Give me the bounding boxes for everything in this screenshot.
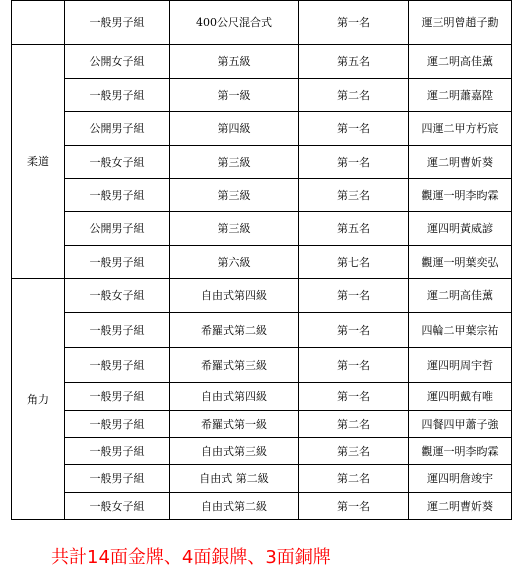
rank-cell: 第一名 [299, 112, 409, 146]
rank-cell: 第一名 [299, 493, 409, 520]
event-cell: 自由式 第二級 [170, 465, 299, 493]
group-cell: 一般男子組 [65, 179, 170, 212]
table-row [12, 45, 512, 79]
rank-cell: 第一名 [299, 146, 409, 179]
table-row [12, 313, 512, 348]
table-row [12, 212, 512, 246]
event-cell: 第一級 [170, 79, 299, 112]
rank-cell: 第五名 [299, 212, 409, 246]
rank-cell: 第一名 [299, 383, 409, 411]
event-cell: 第三級 [170, 146, 299, 179]
group-cell: 一般男子組 [65, 465, 170, 493]
group-cell: 公開男子組 [65, 112, 170, 146]
rank-cell: 第三名 [299, 438, 409, 465]
rank-cell: 第一名 [299, 313, 409, 348]
team-cell: 四運二甲方朽宸 [409, 112, 512, 146]
results-sheet [11, 0, 511, 520]
event-cell: 第三級 [170, 179, 299, 212]
team-cell: 觀運一明葉奕弘 [409, 246, 512, 279]
team-cell: 四餐四甲蕭子強 [409, 411, 512, 438]
rank-cell: 第五名 [299, 45, 409, 79]
table-row [12, 179, 512, 212]
rank-cell: 第二名 [299, 79, 409, 112]
group-cell: 一般男子組 [65, 438, 170, 465]
team-cell: 運四明周宇哲 [409, 348, 512, 383]
team-cell: 運二明高佳薰 [409, 279, 512, 313]
group-cell: 一般女子組 [65, 146, 170, 179]
team-cell: 運四明戴有唯 [409, 383, 512, 411]
team-cell: 運四明黃威諺 [409, 212, 512, 246]
group-cell: 一般男子組 [65, 348, 170, 383]
rank-cell: 第三名 [299, 179, 409, 212]
rank-cell: 第七名 [299, 246, 409, 279]
event-cell: 自由式第三級 [170, 438, 299, 465]
group-cell: 一般男子組 [65, 79, 170, 112]
group-cell: 公開男子組 [65, 212, 170, 246]
team-cell: 運二明曹妡葵 [409, 146, 512, 179]
sport-cell: 柔道 [12, 45, 65, 279]
team-cell: 運二明蕭嘉陞 [409, 79, 512, 112]
team-cell: 觀運一明李昀霖 [409, 179, 512, 212]
table-row [12, 146, 512, 179]
group-cell: 一般男子組 [65, 313, 170, 348]
rank-cell: 第一名 [299, 279, 409, 313]
event-cell: 自由式第四級 [170, 279, 299, 313]
event-cell: 希羅式第二級 [170, 313, 299, 348]
rank-cell: 第一名 [299, 348, 409, 383]
event-cell: 第六級 [170, 246, 299, 279]
table-row [12, 348, 512, 383]
table-row [12, 112, 512, 146]
event-cell: 希羅式第一級 [170, 411, 299, 438]
event-cell: 自由式第四級 [170, 383, 299, 411]
rank-cell: 第一名 [299, 1, 409, 45]
medal-results-table [11, 0, 512, 520]
group-cell: 一般男子組 [65, 246, 170, 279]
team-cell: 四輪二甲葉宗祐 [409, 313, 512, 348]
sport-cell [12, 1, 65, 45]
team-cell: 運二明曹妡葵 [409, 493, 512, 520]
table-body [12, 1, 512, 520]
table-row [12, 465, 512, 493]
event-cell: 自由式第二級 [170, 493, 299, 520]
table-row [12, 279, 512, 313]
table-row [12, 79, 512, 112]
group-cell: 一般男子組 [65, 383, 170, 411]
table-row [12, 246, 512, 279]
event-cell: 第四級 [170, 112, 299, 146]
team-cell: 運三明曾趙子勳 [409, 1, 512, 45]
medal-summary: 共計14面金牌、4面銀牌、3面銅牌 [51, 547, 331, 568]
event-cell: 第三級 [170, 212, 299, 246]
table-row [12, 438, 512, 465]
rank-cell: 第二名 [299, 411, 409, 438]
team-cell: 運二明高佳薰 [409, 45, 512, 79]
table-row [12, 1, 512, 45]
group-cell: 一般男子組 [65, 1, 170, 45]
table-row [12, 383, 512, 411]
table-row [12, 493, 512, 520]
group-cell: 一般女子組 [65, 279, 170, 313]
event-cell: 400公尺混合式 [170, 1, 299, 45]
group-cell: 一般女子組 [65, 493, 170, 520]
event-cell: 第五級 [170, 45, 299, 79]
rank-cell: 第二名 [299, 465, 409, 493]
group-cell: 一般男子組 [65, 411, 170, 438]
table-row [12, 411, 512, 438]
sport-cell: 角力 [12, 279, 65, 520]
team-cell: 觀運一明李昀霖 [409, 438, 512, 465]
event-cell: 希羅式第三級 [170, 348, 299, 383]
team-cell: 運四明詹竣宇 [409, 465, 512, 493]
group-cell: 公開女子組 [65, 45, 170, 79]
